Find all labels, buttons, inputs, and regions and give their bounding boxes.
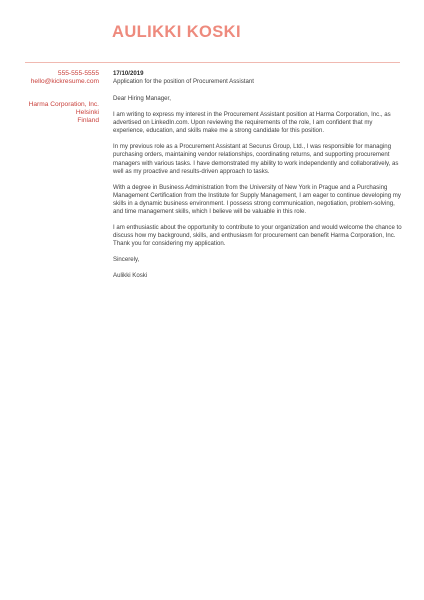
letter-paragraph-3: With a degree in Business Administration from the University of New York in Prague and a Purchasing Management Certification from the Institute for Supply Management, I am eager to continue developing my skills in a dynamic business environment. I possess strong communication, negotiation, problem-solving, and time management skills, which I believe will be valuable in this role. xyxy=(113,183,401,215)
letter-subject: Application for the position of Procurement Assistant xyxy=(113,78,254,86)
recipient-country: Finland xyxy=(77,117,99,125)
applicant-name: AULIKKI KOSKI xyxy=(112,23,241,41)
letter-signature: Aulikki Koski xyxy=(113,272,148,280)
letter-salutation: Dear Hiring Manager, xyxy=(113,95,171,103)
letter-paragraph-4: I am enthusiastic about the opportunity to contribute to your organization and would welcome the chance to discuss how my background, skills, and enthusiasm for procurement can benefit Harma Corporation, Inc. Thank you for considering my application. xyxy=(113,223,402,248)
recipient-city: Helsinki xyxy=(75,108,99,116)
letter-body xyxy=(113,70,403,288)
header-divider xyxy=(25,62,400,63)
sidebar-spacer xyxy=(9,87,99,101)
letter-paragraph-1: I am writing to express my interest in the Procurement Assistant position at Harma Corporation, Inc., as advertised on LinkedIn.com. Upon reviewing the requirements of the role, I am confident that my experience, education, and skills make me a strong candidate for this position. xyxy=(113,111,391,135)
letter-paragraph-2: In my previous role as a Procurement Assistant at Securus Group, Ltd., I was responsible for managing purchasing orders, maintaining vendor relationships, coordinating returns, and supporting procurement managers with various tasks. I have demonstrated my ability to work independently and collaboratively, as well as my proactive and results-driven approach to tasks. xyxy=(113,143,399,175)
recipient-company: Harma Corporation, Inc. xyxy=(28,100,99,108)
contact-phone: 555-555-5555 xyxy=(57,70,99,77)
letter-closing: Sincerely, xyxy=(113,256,140,264)
contact-email: hello@kickresume.com xyxy=(30,78,99,86)
letter-date: 17/10/2019 xyxy=(113,70,144,77)
sidebar xyxy=(9,70,99,125)
